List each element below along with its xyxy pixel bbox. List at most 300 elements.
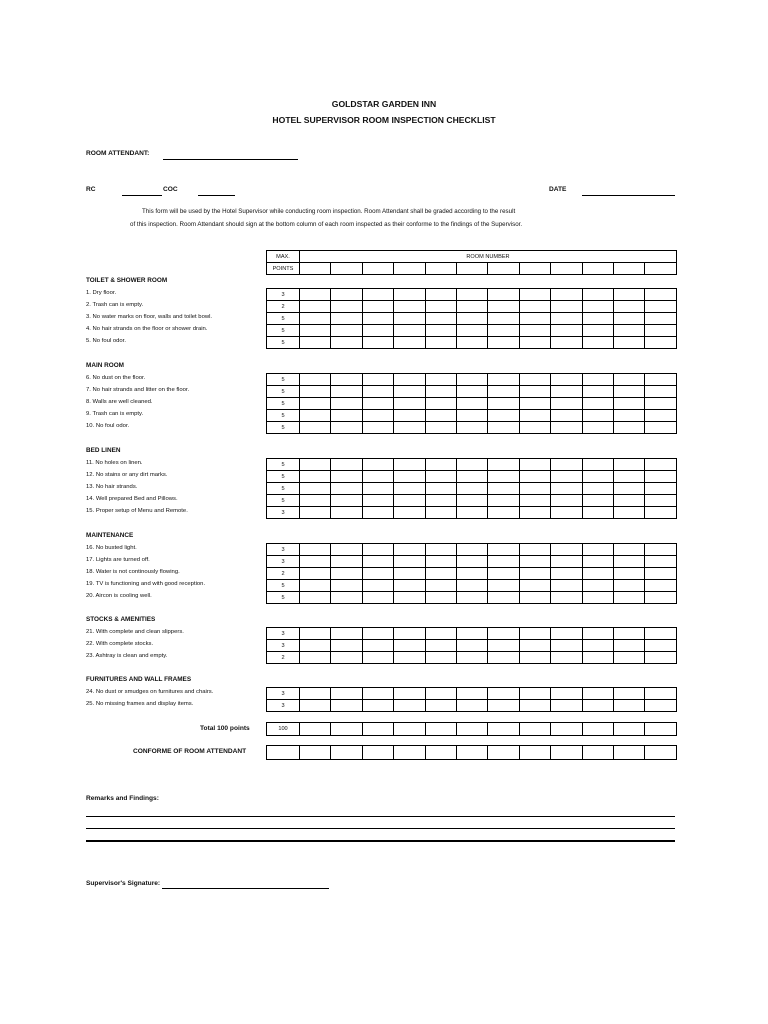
score-cell[interactable] bbox=[551, 289, 582, 301]
score-cell[interactable] bbox=[645, 313, 676, 325]
score-cell[interactable] bbox=[551, 592, 582, 604]
score-cell[interactable] bbox=[488, 386, 519, 398]
remarks-line-3[interactable] bbox=[86, 840, 675, 842]
score-cell[interactable] bbox=[300, 422, 331, 434]
score-cell[interactable] bbox=[488, 507, 519, 519]
score-cell[interactable] bbox=[362, 301, 393, 313]
score-cell[interactable] bbox=[613, 422, 644, 434]
score-cell[interactable] bbox=[613, 592, 644, 604]
score-cell[interactable] bbox=[519, 556, 550, 568]
room-number-cell[interactable] bbox=[582, 263, 613, 275]
score-cell[interactable] bbox=[488, 592, 519, 604]
score-cell[interactable] bbox=[456, 592, 487, 604]
score-cell[interactable] bbox=[582, 483, 613, 495]
score-cell[interactable] bbox=[300, 652, 331, 664]
score-cell[interactable] bbox=[300, 471, 331, 483]
score-cell[interactable] bbox=[519, 422, 550, 434]
conforme-signature-cell[interactable] bbox=[300, 746, 331, 760]
score-cell[interactable] bbox=[582, 652, 613, 664]
score-cell[interactable] bbox=[645, 325, 676, 337]
score-cell[interactable] bbox=[300, 688, 331, 700]
score-cell[interactable] bbox=[456, 580, 487, 592]
score-cell[interactable] bbox=[582, 556, 613, 568]
conforme-signature-cell[interactable] bbox=[456, 746, 487, 760]
score-cell[interactable] bbox=[425, 688, 456, 700]
score-cell[interactable] bbox=[362, 507, 393, 519]
score-cell[interactable] bbox=[331, 337, 362, 349]
score-cell[interactable] bbox=[456, 337, 487, 349]
score-cell[interactable] bbox=[394, 556, 425, 568]
score-cell[interactable] bbox=[331, 325, 362, 337]
score-cell[interactable] bbox=[362, 289, 393, 301]
room-number-cell[interactable] bbox=[362, 263, 393, 275]
score-cell[interactable] bbox=[613, 483, 644, 495]
coc-field[interactable] bbox=[198, 195, 235, 196]
score-cell[interactable] bbox=[488, 398, 519, 410]
room-number-cell[interactable] bbox=[614, 263, 645, 275]
score-cell[interactable] bbox=[551, 700, 582, 712]
total-cell[interactable] bbox=[425, 723, 456, 736]
score-cell[interactable] bbox=[425, 386, 456, 398]
score-cell[interactable] bbox=[551, 688, 582, 700]
total-cell[interactable] bbox=[488, 723, 519, 736]
score-cell[interactable] bbox=[425, 628, 456, 640]
score-cell[interactable] bbox=[331, 592, 362, 604]
score-cell[interactable] bbox=[331, 459, 362, 471]
score-cell[interactable] bbox=[425, 700, 456, 712]
total-cell[interactable] bbox=[645, 723, 676, 736]
score-cell[interactable] bbox=[331, 652, 362, 664]
conforme-signature-cell[interactable] bbox=[267, 746, 300, 760]
score-cell[interactable] bbox=[394, 688, 425, 700]
conforme-signature-cell[interactable] bbox=[425, 746, 456, 760]
room-number-cell[interactable] bbox=[488, 263, 519, 275]
score-cell[interactable] bbox=[519, 507, 550, 519]
score-cell[interactable] bbox=[425, 325, 456, 337]
score-cell[interactable] bbox=[425, 652, 456, 664]
score-cell[interactable] bbox=[582, 459, 613, 471]
score-cell[interactable] bbox=[300, 580, 331, 592]
score-cell[interactable] bbox=[300, 628, 331, 640]
score-cell[interactable] bbox=[425, 483, 456, 495]
score-cell[interactable] bbox=[519, 289, 550, 301]
score-cell[interactable] bbox=[645, 483, 676, 495]
score-cell[interactable] bbox=[613, 410, 644, 422]
score-cell[interactable] bbox=[331, 289, 362, 301]
score-cell[interactable] bbox=[394, 337, 425, 349]
score-cell[interactable] bbox=[488, 289, 519, 301]
score-cell[interactable] bbox=[300, 700, 331, 712]
conforme-signature-cell[interactable] bbox=[519, 746, 550, 760]
score-cell[interactable] bbox=[582, 640, 613, 652]
score-cell[interactable] bbox=[519, 495, 550, 507]
rc-field[interactable] bbox=[122, 195, 162, 196]
score-cell[interactable] bbox=[613, 471, 644, 483]
score-cell[interactable] bbox=[613, 628, 644, 640]
score-cell[interactable] bbox=[425, 507, 456, 519]
score-cell[interactable] bbox=[362, 325, 393, 337]
score-cell[interactable] bbox=[456, 628, 487, 640]
score-cell[interactable] bbox=[425, 556, 456, 568]
room-number-cell[interactable] bbox=[425, 263, 456, 275]
score-cell[interactable] bbox=[394, 459, 425, 471]
score-cell[interactable] bbox=[645, 398, 676, 410]
score-cell[interactable] bbox=[488, 325, 519, 337]
total-cell[interactable] bbox=[362, 723, 393, 736]
score-cell[interactable] bbox=[645, 337, 676, 349]
score-cell[interactable] bbox=[582, 700, 613, 712]
score-cell[interactable] bbox=[551, 337, 582, 349]
score-cell[interactable] bbox=[425, 301, 456, 313]
score-cell[interactable] bbox=[582, 386, 613, 398]
score-cell[interactable] bbox=[551, 628, 582, 640]
score-cell[interactable] bbox=[551, 544, 582, 556]
score-cell[interactable] bbox=[645, 640, 676, 652]
score-cell[interactable] bbox=[551, 580, 582, 592]
score-cell[interactable] bbox=[425, 313, 456, 325]
score-cell[interactable] bbox=[519, 386, 550, 398]
score-cell[interactable] bbox=[488, 495, 519, 507]
score-cell[interactable] bbox=[425, 471, 456, 483]
score-cell[interactable] bbox=[613, 374, 644, 386]
score-cell[interactable] bbox=[456, 459, 487, 471]
score-cell[interactable] bbox=[331, 544, 362, 556]
score-cell[interactable] bbox=[488, 471, 519, 483]
score-cell[interactable] bbox=[300, 495, 331, 507]
score-cell[interactable] bbox=[488, 568, 519, 580]
score-cell[interactable] bbox=[613, 495, 644, 507]
score-cell[interactable] bbox=[300, 289, 331, 301]
score-cell[interactable] bbox=[362, 544, 393, 556]
score-cell[interactable] bbox=[613, 386, 644, 398]
score-cell[interactable] bbox=[456, 556, 487, 568]
score-cell[interactable] bbox=[519, 688, 550, 700]
score-cell[interactable] bbox=[519, 410, 550, 422]
score-cell[interactable] bbox=[582, 398, 613, 410]
score-cell[interactable] bbox=[456, 289, 487, 301]
score-cell[interactable] bbox=[394, 495, 425, 507]
score-cell[interactable] bbox=[425, 410, 456, 422]
score-cell[interactable] bbox=[362, 459, 393, 471]
score-cell[interactable] bbox=[362, 386, 393, 398]
score-cell[interactable] bbox=[331, 410, 362, 422]
score-cell[interactable] bbox=[613, 580, 644, 592]
score-cell[interactable] bbox=[551, 374, 582, 386]
score-cell[interactable] bbox=[425, 398, 456, 410]
score-cell[interactable] bbox=[519, 568, 550, 580]
score-cell[interactable] bbox=[551, 325, 582, 337]
remarks-line-1[interactable] bbox=[86, 816, 675, 817]
score-cell[interactable] bbox=[551, 483, 582, 495]
score-cell[interactable] bbox=[394, 374, 425, 386]
score-cell[interactable] bbox=[456, 471, 487, 483]
score-cell[interactable] bbox=[425, 374, 456, 386]
score-cell[interactable] bbox=[488, 688, 519, 700]
score-cell[interactable] bbox=[582, 471, 613, 483]
score-cell[interactable] bbox=[645, 592, 676, 604]
score-cell[interactable] bbox=[488, 556, 519, 568]
score-cell[interactable] bbox=[300, 544, 331, 556]
score-cell[interactable] bbox=[300, 386, 331, 398]
score-cell[interactable] bbox=[551, 386, 582, 398]
score-cell[interactable] bbox=[551, 652, 582, 664]
score-cell[interactable] bbox=[551, 313, 582, 325]
score-cell[interactable] bbox=[613, 301, 644, 313]
score-cell[interactable] bbox=[300, 556, 331, 568]
score-cell[interactable] bbox=[394, 507, 425, 519]
score-cell[interactable] bbox=[613, 640, 644, 652]
score-cell[interactable] bbox=[425, 568, 456, 580]
score-cell[interactable] bbox=[551, 640, 582, 652]
total-cell[interactable] bbox=[582, 723, 613, 736]
score-cell[interactable] bbox=[645, 544, 676, 556]
score-cell[interactable] bbox=[582, 507, 613, 519]
score-cell[interactable] bbox=[488, 422, 519, 434]
score-cell[interactable] bbox=[331, 495, 362, 507]
score-cell[interactable] bbox=[488, 410, 519, 422]
score-cell[interactable] bbox=[551, 507, 582, 519]
score-cell[interactable] bbox=[488, 580, 519, 592]
conforme-signature-cell[interactable] bbox=[488, 746, 519, 760]
score-cell[interactable] bbox=[362, 568, 393, 580]
score-cell[interactable] bbox=[362, 592, 393, 604]
score-cell[interactable] bbox=[331, 483, 362, 495]
score-cell[interactable] bbox=[456, 374, 487, 386]
score-cell[interactable] bbox=[394, 592, 425, 604]
room-number-cell[interactable] bbox=[519, 263, 550, 275]
score-cell[interactable] bbox=[394, 398, 425, 410]
score-cell[interactable] bbox=[362, 700, 393, 712]
score-cell[interactable] bbox=[362, 471, 393, 483]
score-cell[interactable] bbox=[645, 700, 676, 712]
score-cell[interactable] bbox=[394, 568, 425, 580]
score-cell[interactable] bbox=[488, 700, 519, 712]
score-cell[interactable] bbox=[519, 471, 550, 483]
score-cell[interactable] bbox=[519, 398, 550, 410]
score-cell[interactable] bbox=[551, 459, 582, 471]
score-cell[interactable] bbox=[519, 374, 550, 386]
score-cell[interactable] bbox=[425, 640, 456, 652]
score-cell[interactable] bbox=[519, 592, 550, 604]
score-cell[interactable] bbox=[300, 592, 331, 604]
score-cell[interactable] bbox=[456, 495, 487, 507]
score-cell[interactable] bbox=[582, 568, 613, 580]
score-cell[interactable] bbox=[519, 652, 550, 664]
score-cell[interactable] bbox=[456, 325, 487, 337]
score-cell[interactable] bbox=[300, 313, 331, 325]
score-cell[interactable] bbox=[582, 495, 613, 507]
supervisor-signature-field[interactable] bbox=[162, 888, 329, 889]
score-cell[interactable] bbox=[300, 374, 331, 386]
score-cell[interactable] bbox=[582, 688, 613, 700]
score-cell[interactable] bbox=[394, 700, 425, 712]
score-cell[interactable] bbox=[300, 410, 331, 422]
total-cell[interactable] bbox=[551, 723, 582, 736]
room-attendant-field[interactable] bbox=[163, 159, 298, 160]
total-cell[interactable] bbox=[394, 723, 425, 736]
score-cell[interactable] bbox=[425, 592, 456, 604]
score-cell[interactable] bbox=[362, 580, 393, 592]
score-cell[interactable] bbox=[613, 337, 644, 349]
score-cell[interactable] bbox=[425, 289, 456, 301]
score-cell[interactable] bbox=[300, 568, 331, 580]
score-cell[interactable] bbox=[331, 313, 362, 325]
score-cell[interactable] bbox=[362, 374, 393, 386]
score-cell[interactable] bbox=[645, 289, 676, 301]
score-cell[interactable] bbox=[519, 459, 550, 471]
score-cell[interactable] bbox=[456, 422, 487, 434]
date-field[interactable] bbox=[582, 195, 675, 196]
score-cell[interactable] bbox=[551, 556, 582, 568]
score-cell[interactable] bbox=[519, 640, 550, 652]
score-cell[interactable] bbox=[394, 580, 425, 592]
score-cell[interactable] bbox=[613, 398, 644, 410]
score-cell[interactable] bbox=[456, 301, 487, 313]
score-cell[interactable] bbox=[394, 386, 425, 398]
score-cell[interactable] bbox=[425, 422, 456, 434]
room-number-cell[interactable] bbox=[300, 263, 331, 275]
score-cell[interactable] bbox=[362, 556, 393, 568]
score-cell[interactable] bbox=[394, 422, 425, 434]
score-cell[interactable] bbox=[551, 471, 582, 483]
score-cell[interactable] bbox=[394, 289, 425, 301]
score-cell[interactable] bbox=[613, 313, 644, 325]
score-cell[interactable] bbox=[645, 507, 676, 519]
score-cell[interactable] bbox=[519, 483, 550, 495]
score-cell[interactable] bbox=[645, 459, 676, 471]
score-cell[interactable] bbox=[582, 592, 613, 604]
score-cell[interactable] bbox=[613, 568, 644, 580]
score-cell[interactable] bbox=[582, 422, 613, 434]
score-cell[interactable] bbox=[488, 483, 519, 495]
score-cell[interactable] bbox=[645, 471, 676, 483]
score-cell[interactable] bbox=[645, 386, 676, 398]
score-cell[interactable] bbox=[362, 688, 393, 700]
score-cell[interactable] bbox=[300, 459, 331, 471]
total-cell[interactable] bbox=[613, 723, 644, 736]
score-cell[interactable] bbox=[394, 652, 425, 664]
score-cell[interactable] bbox=[582, 374, 613, 386]
score-cell[interactable] bbox=[488, 459, 519, 471]
score-cell[interactable] bbox=[362, 410, 393, 422]
score-cell[interactable] bbox=[456, 568, 487, 580]
score-cell[interactable] bbox=[582, 337, 613, 349]
score-cell[interactable] bbox=[613, 459, 644, 471]
conforme-signature-cell[interactable] bbox=[362, 746, 393, 760]
conforme-signature-cell[interactable] bbox=[645, 746, 676, 760]
score-cell[interactable] bbox=[300, 640, 331, 652]
score-cell[interactable] bbox=[331, 640, 362, 652]
score-cell[interactable] bbox=[362, 313, 393, 325]
score-cell[interactable] bbox=[645, 374, 676, 386]
score-cell[interactable] bbox=[613, 688, 644, 700]
score-cell[interactable] bbox=[331, 398, 362, 410]
score-cell[interactable] bbox=[300, 337, 331, 349]
score-cell[interactable] bbox=[645, 556, 676, 568]
score-cell[interactable] bbox=[456, 640, 487, 652]
score-cell[interactable] bbox=[488, 374, 519, 386]
score-cell[interactable] bbox=[331, 700, 362, 712]
score-cell[interactable] bbox=[362, 337, 393, 349]
score-cell[interactable] bbox=[300, 301, 331, 313]
score-cell[interactable] bbox=[300, 325, 331, 337]
score-cell[interactable] bbox=[394, 313, 425, 325]
score-cell[interactable] bbox=[425, 337, 456, 349]
conforme-signature-cell[interactable] bbox=[394, 746, 425, 760]
score-cell[interactable] bbox=[613, 556, 644, 568]
score-cell[interactable] bbox=[488, 652, 519, 664]
score-cell[interactable] bbox=[331, 556, 362, 568]
score-cell[interactable] bbox=[645, 688, 676, 700]
total-cell[interactable] bbox=[331, 723, 362, 736]
score-cell[interactable] bbox=[551, 398, 582, 410]
score-cell[interactable] bbox=[362, 628, 393, 640]
score-cell[interactable] bbox=[582, 544, 613, 556]
score-cell[interactable] bbox=[613, 700, 644, 712]
score-cell[interactable] bbox=[645, 568, 676, 580]
score-cell[interactable] bbox=[519, 325, 550, 337]
score-cell[interactable] bbox=[645, 628, 676, 640]
conforme-signature-cell[interactable] bbox=[613, 746, 644, 760]
score-cell[interactable] bbox=[425, 495, 456, 507]
score-cell[interactable] bbox=[488, 313, 519, 325]
remarks-line-2[interactable] bbox=[86, 828, 675, 829]
score-cell[interactable] bbox=[394, 483, 425, 495]
score-cell[interactable] bbox=[519, 544, 550, 556]
score-cell[interactable] bbox=[488, 337, 519, 349]
score-cell[interactable] bbox=[582, 325, 613, 337]
score-cell[interactable] bbox=[551, 422, 582, 434]
score-cell[interactable] bbox=[645, 410, 676, 422]
score-cell[interactable] bbox=[551, 495, 582, 507]
score-cell[interactable] bbox=[425, 544, 456, 556]
score-cell[interactable] bbox=[456, 386, 487, 398]
score-cell[interactable] bbox=[331, 301, 362, 313]
score-cell[interactable] bbox=[613, 325, 644, 337]
score-cell[interactable] bbox=[331, 374, 362, 386]
score-cell[interactable] bbox=[362, 640, 393, 652]
score-cell[interactable] bbox=[582, 628, 613, 640]
score-cell[interactable] bbox=[362, 398, 393, 410]
score-cell[interactable] bbox=[645, 422, 676, 434]
conforme-signature-cell[interactable] bbox=[582, 746, 613, 760]
room-number-cell[interactable] bbox=[394, 263, 425, 275]
score-cell[interactable] bbox=[488, 628, 519, 640]
score-cell[interactable] bbox=[582, 289, 613, 301]
conforme-signature-cell[interactable] bbox=[551, 746, 582, 760]
score-cell[interactable] bbox=[456, 410, 487, 422]
score-cell[interactable] bbox=[645, 301, 676, 313]
score-cell[interactable] bbox=[425, 580, 456, 592]
score-cell[interactable] bbox=[582, 410, 613, 422]
score-cell[interactable] bbox=[331, 688, 362, 700]
total-cell[interactable] bbox=[456, 723, 487, 736]
score-cell[interactable] bbox=[394, 544, 425, 556]
score-cell[interactable] bbox=[613, 507, 644, 519]
score-cell[interactable] bbox=[331, 386, 362, 398]
score-cell[interactable] bbox=[645, 495, 676, 507]
score-cell[interactable] bbox=[582, 301, 613, 313]
score-cell[interactable] bbox=[300, 398, 331, 410]
score-cell[interactable] bbox=[362, 422, 393, 434]
score-cell[interactable] bbox=[613, 289, 644, 301]
score-cell[interactable] bbox=[362, 652, 393, 664]
score-cell[interactable] bbox=[300, 507, 331, 519]
score-cell[interactable] bbox=[488, 544, 519, 556]
score-cell[interactable] bbox=[394, 325, 425, 337]
score-cell[interactable] bbox=[300, 483, 331, 495]
score-cell[interactable] bbox=[519, 580, 550, 592]
